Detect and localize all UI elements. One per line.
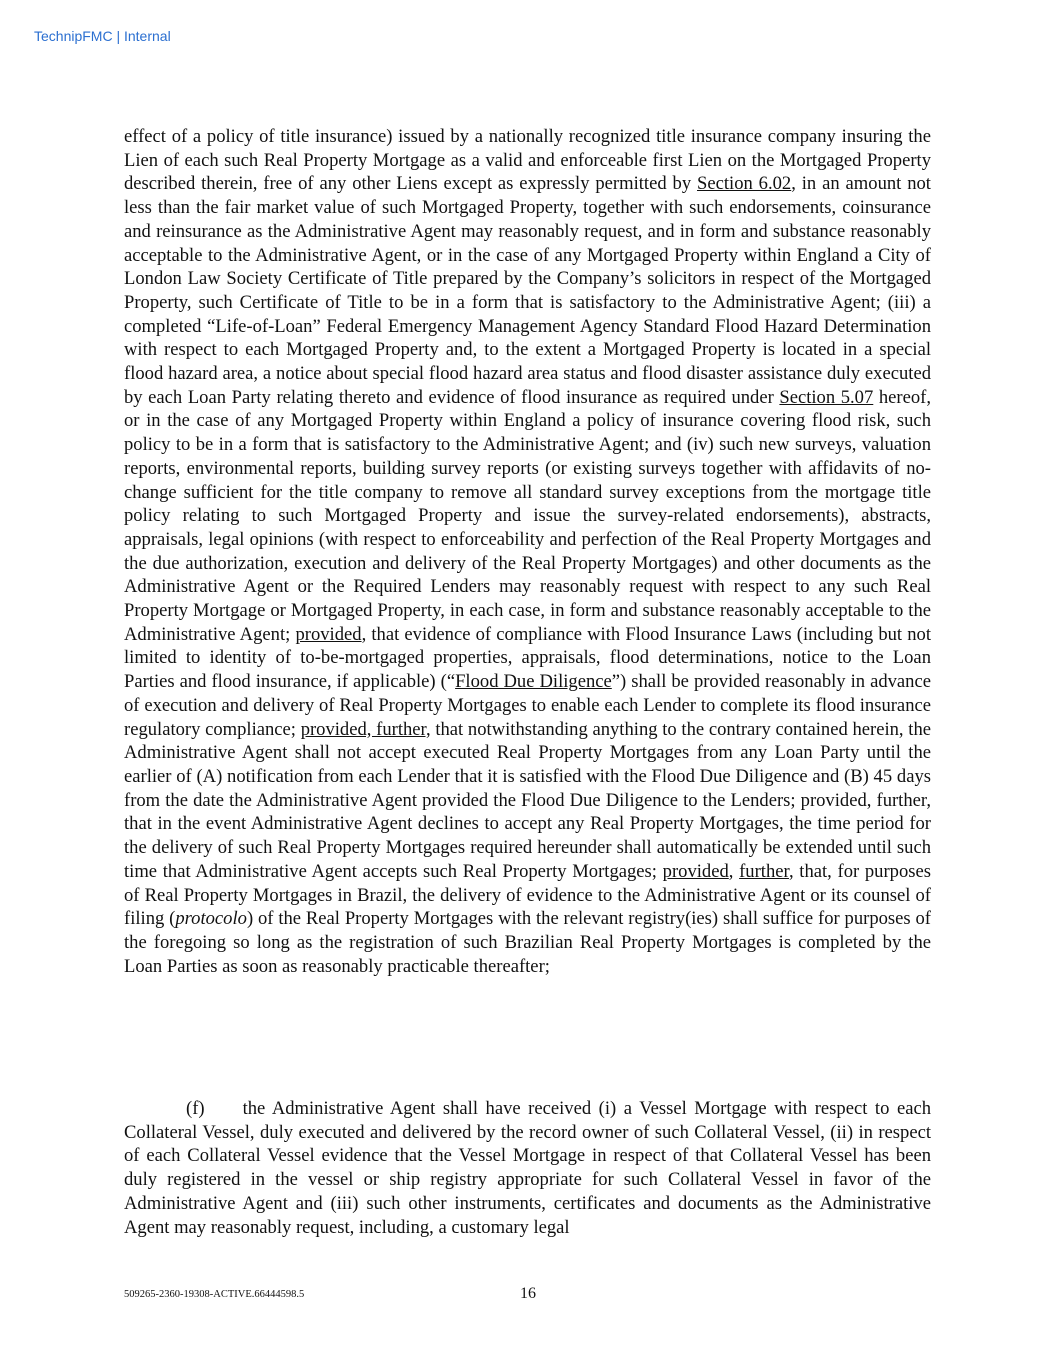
footer-document-id: 509265-2360-19308-ACTIVE.66444598.5: [124, 1289, 305, 1300]
text-run: ,: [728, 860, 740, 882]
provided-term: provided: [295, 623, 362, 645]
text-run: hereof, or in the case of any Mortgaged Property within England a policy of insurance covering flood risk, such policy to be in a form that is satisfactory to the Administrative Agent; and (iv) such new surveys, valuation reports, environmental reports, building survey reports (or existing surveys together with affidavits of no-change sufficient for the title company to remove all standard survey exceptions from the mortgage title policy relating to such Mortgaged Property and issue the survey-related endorsements), abstracts, appraisals, legal opinions (with respect to enforceability and perfection of the Real Property Mortgages and the due authorization, execution and delivery of the Real Property Mortgages) and other documents as the Administrative Agent or the Required Lenders may reasonably request with respect to any such Real Property Mortgage or Mortgaged Property, in each case, in form and substance reasonably acceptable to the Administrative Agent;: [124, 386, 931, 645]
defined-term-flood-due-diligence: Flood Due Diligence: [455, 671, 612, 693]
clause-f-text: the Administrative Agent shall have received (i) a Vessel Mortgage with respect to each Collateral Vessel, duly executed and delivered by the record owner of such Collateral Vessel, (ii) in respect of each Collateral Vessel evidence that the Vessel Mortgage in respect of that Collateral Vessel has been duly registered in the vessel or ship registry appropriate for such Collateral Vessel in favor of the Administrative Agent and (iii) such other instruments, certificates and documents as the Administrative Agent may reasonably request, including, a customary legal: [124, 1098, 931, 1238]
text-run: effect of a policy of title insurance) issued by a nationally recognized title insurance company insuring the Lien of each such Real Property Mortgage as a valid and enforceable first Lien on the Mortgaged Property described therein, free of any other Liens except as expressly permitted by: [124, 126, 931, 195]
document-classification-label: TechnipFMC | Internal: [34, 28, 171, 44]
clause-f-label: (f): [186, 1098, 205, 1119]
protocolo-term: protocolo: [175, 908, 247, 930]
clause-f-paragraph: [124, 1097, 931, 1239]
further-term: further: [739, 860, 789, 882]
page-number: 16: [520, 1285, 536, 1302]
text-run: , in an amount not less than the fair market value of such Mortgaged Property, together with such endorsements, coinsurance and reinsurance as the Administrative Agent may reasonably request, and in form and substance reasonably acceptable to the Administrative Agent, or in the case of any Mortgaged Property within England a City of London Law Society Certificate of Title prepared by the Company’s solicitors in respect of the Mortgaged Property, such Certificate of Title to be in a form that is satisfactory to the Administrative Agent; (iii) a completed “Life-of-Loan” Federal Emergency Management Agency Standard Flood Hazard Determination with respect to each Mortgaged Property and, to the extent a Mortgaged Property is located in a special flood hazard area, a notice about special flood hazard area status and flood disaster assistance duly executed by each Loan Party relating thereto and evidence of flood insurance as required under: [124, 173, 931, 408]
provided-further-term: provided, further,: [300, 718, 431, 740]
section-reference-6-02: Section 6.02: [697, 173, 792, 195]
text-run: , that evidence of compliance with Flood Insurance Laws (including but not limited to identity of to-be-mortgaged properties, appraisals, flood determinations, notice to the Loan Parties and flood insurance, if applicable) (“: [124, 623, 932, 693]
text-run: ”) shall be provided reasonably in advance of execution and delivery of Real Property Mortgages to enable each Lender to complete its flood insurance regulatory compliance;: [124, 671, 931, 740]
text-run: ) of the Real Property Mortgages with the relevant registry(ies) shall suffice for purposes of the foregoing so long as the registration of such Brazilian Real Property Mortgages is completed by the Loan Parties as soon as reasonably practicable thereafter;: [124, 908, 931, 977]
text-run: that notwithstanding anything to the contrary contained herein, the Administrative Agent shall not accept executed Real Property Mortgages from any Loan Party until the earlier of (A) notification from each Lender that it is satisfied with the Flood Due Diligence and (B) 45 days from the date the Administrative Agent provided the Flood Due Diligence to the Lenders; provided, further, that in the event Administrative Agent declines to accept any Real Property Mortgages, the time period for the delivery of such Real Property Mortgages required hereunder shall automatically be extended until such time that Administrative Agent accepts such Real Property Mortgages;: [124, 718, 931, 882]
provided-term: provided: [662, 860, 729, 882]
continuation-paragraph: [124, 125, 931, 978]
text-run: , that, for purposes of Real Property Mortgages in Brazil, the delivery of evidence to the Administrative Agent or its counsel of filing (: [124, 860, 931, 930]
section-reference-5-07: Section 5.07: [779, 386, 874, 408]
